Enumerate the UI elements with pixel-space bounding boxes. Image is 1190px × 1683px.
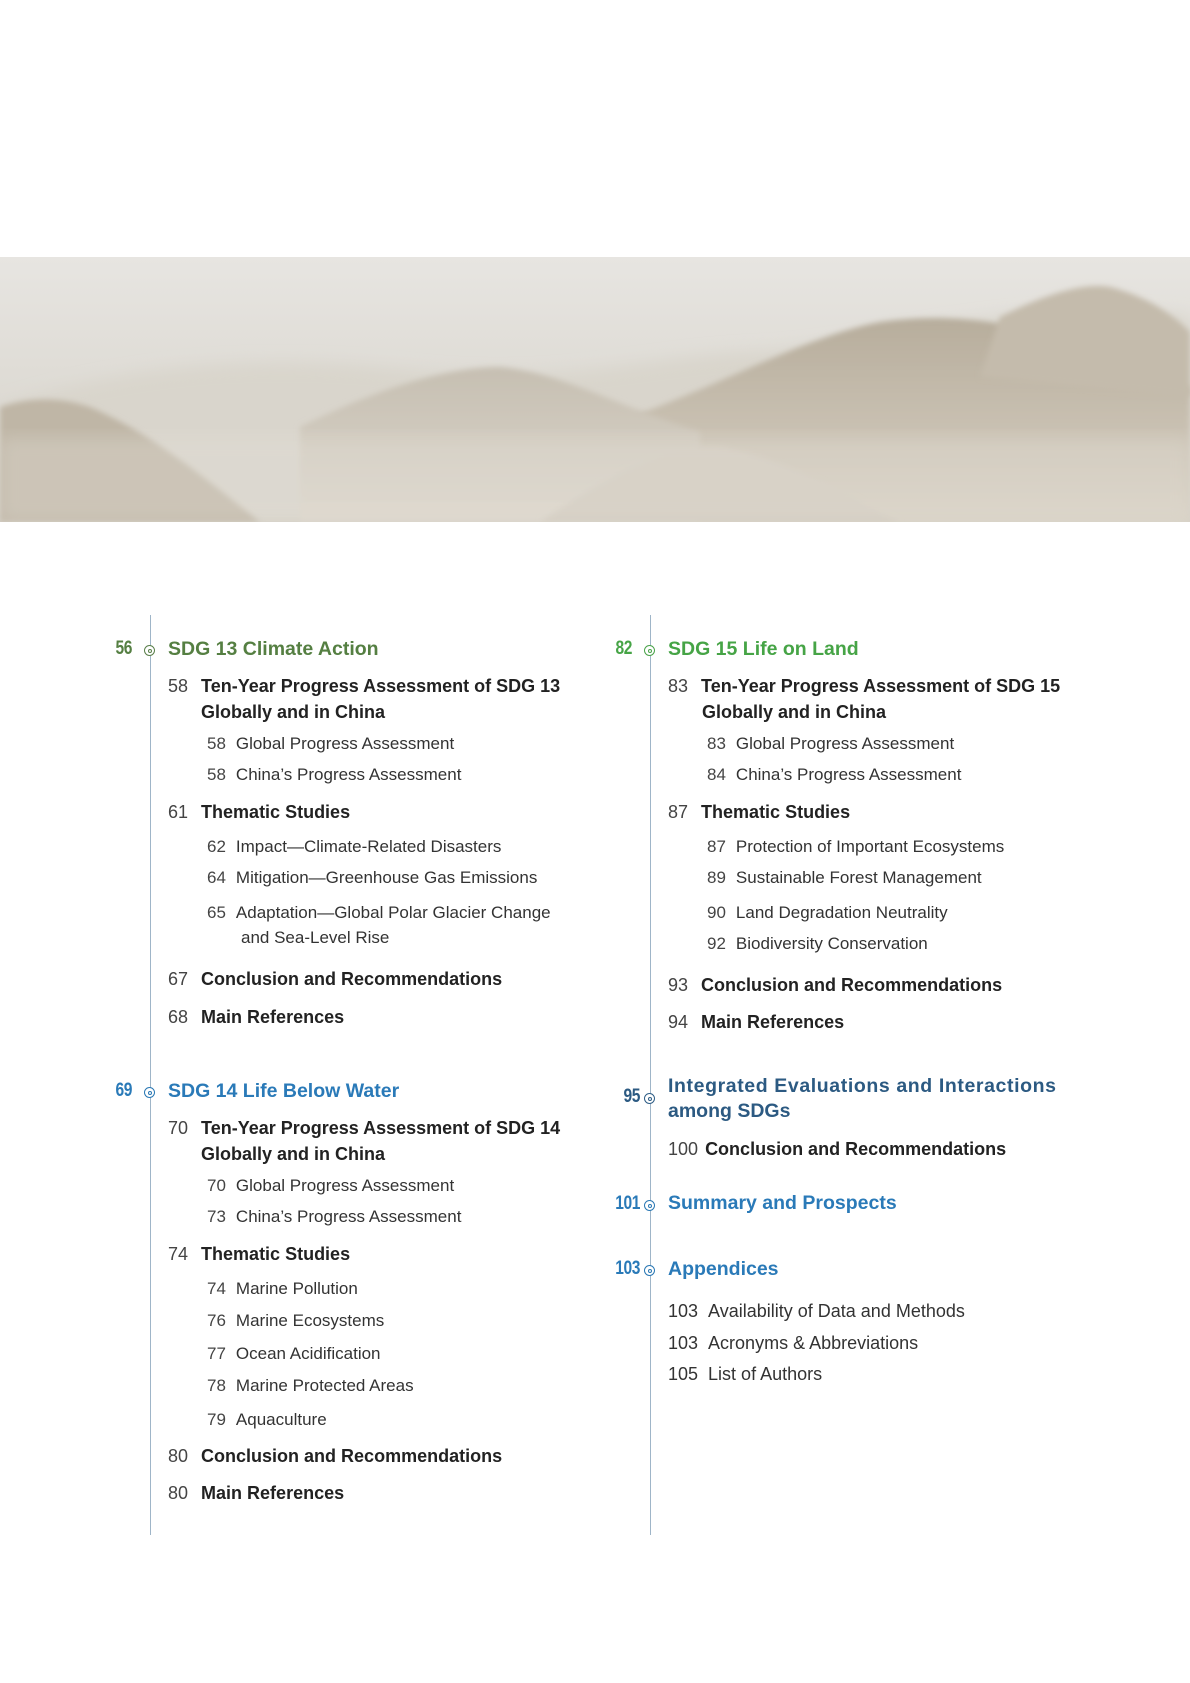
entry-page: 89	[707, 868, 726, 887]
sdg14-thematic-sub-0[interactable]	[207, 1276, 358, 1301]
integrated-title-line1[interactable]: Integrated Evaluations and Interactions	[668, 1075, 1057, 1097]
integrated-conclusion-entry[interactable]	[668, 1136, 1006, 1162]
sdg14-progress-sub-1[interactable]	[207, 1204, 461, 1229]
appendices-title[interactable]: Appendices	[668, 1258, 779, 1280]
sdg14-thematic-sub-2[interactable]	[207, 1341, 381, 1366]
entry-title: Globally and in China	[201, 702, 386, 722]
entry-title: Acronyms & Abbreviations	[708, 1333, 919, 1353]
entry-page: 92	[707, 934, 726, 953]
appendices-marker-icon	[644, 1265, 655, 1276]
sdg13-progress-sub-0[interactable]	[207, 731, 454, 756]
appendix-item-2[interactable]	[668, 1361, 822, 1387]
sdg14-progress-sub-0[interactable]	[207, 1173, 454, 1198]
entry-page: 70	[207, 1176, 226, 1195]
entry-page: 73	[207, 1207, 226, 1226]
entry-page: 83	[707, 734, 726, 753]
entry-title: Availability of Data and Methods	[708, 1301, 965, 1321]
entry-page: 100	[668, 1139, 699, 1159]
entry-title: China’s Progress Assessment	[235, 765, 462, 784]
entry-page: 78	[207, 1376, 226, 1395]
integrated-page-number: 95	[623, 1086, 640, 1107]
integrated-marker-icon	[644, 1093, 655, 1104]
entry-page: 65	[207, 903, 226, 922]
entry-title: Conclusion and Recommendations	[201, 1446, 503, 1466]
summary-page-number: 101	[615, 1193, 640, 1214]
sdg15-page-number: 82	[615, 638, 632, 659]
entry-title: China’s Progress Assessment	[235, 1207, 462, 1226]
sdg15-progress-entry[interactable]	[668, 673, 1060, 699]
sdg13-title[interactable]: SDG 13 Climate Action	[168, 638, 379, 660]
entry-title: Thematic Studies	[201, 1244, 351, 1264]
sdg14-thematic-sub-4[interactable]	[207, 1407, 327, 1432]
entry-title: Ten-Year Progress Assessment of SDG 15	[701, 676, 1061, 696]
entry-title: Thematic Studies	[201, 802, 351, 822]
sdg13-thematic-sub-2-line2[interactable]	[241, 925, 389, 950]
sdg14-references-entry[interactable]	[168, 1480, 344, 1506]
sdg15-thematic-sub-2[interactable]	[707, 900, 948, 925]
entry-page: 74	[168, 1244, 189, 1264]
sdg15-progress-entry-line2[interactable]	[702, 699, 886, 725]
sdg15-thematic-sub-1[interactable]	[707, 865, 982, 890]
entry-page: 61	[168, 802, 189, 822]
entry-page: 103	[668, 1333, 699, 1353]
appendices-page-number: 103	[615, 1258, 640, 1279]
entry-title: Ten-Year Progress Assessment of SDG 14	[201, 1118, 561, 1138]
entry-title: Protection of Important Ecosystems	[735, 837, 1005, 856]
sdg13-marker-icon	[144, 645, 155, 656]
sdg13-progress-entry-line2[interactable]	[201, 699, 385, 725]
sdg15-marker-icon	[644, 645, 655, 656]
sdg14-thematic-sub-1[interactable]	[207, 1308, 384, 1333]
summary-title[interactable]: Summary and Prospects	[668, 1192, 897, 1214]
entry-title: Land Degradation Neutrality	[735, 903, 948, 922]
sdg13-thematic-entry[interactable]	[168, 799, 350, 825]
entry-page: 105	[668, 1364, 699, 1384]
misty-desert-dunes-photo	[0, 257, 1190, 522]
entry-title: Biodiversity Conservation	[735, 934, 928, 953]
sdg14-title[interactable]: SDG 14 Life Below Water	[168, 1080, 400, 1102]
sdg15-references-entry[interactable]	[668, 1009, 844, 1035]
sdg14-thematic-entry[interactable]	[168, 1241, 350, 1267]
entry-page: 83	[668, 676, 689, 696]
entry-page: 68	[168, 1007, 189, 1027]
entry-title: Marine Ecosystems	[235, 1311, 385, 1330]
entry-title: Conclusion and Recommendations	[701, 975, 1003, 995]
sdg14-conclusion-entry[interactable]	[168, 1443, 502, 1469]
entry-page: 87	[668, 802, 689, 822]
entry-title: Conclusion and Recommendations	[705, 1139, 1007, 1159]
entry-page: 58	[207, 765, 226, 784]
entry-title: Ocean Acidification	[235, 1344, 381, 1363]
sdg15-progress-sub-0[interactable]	[707, 731, 954, 756]
entry-page: 70	[168, 1118, 189, 1138]
sdg14-page-number: 69	[115, 1080, 132, 1101]
entry-title: Thematic Studies	[701, 802, 851, 822]
sdg13-conclusion-entry[interactable]	[168, 966, 502, 992]
sdg13-thematic-sub-2[interactable]	[207, 900, 551, 925]
entry-page: 58	[207, 734, 226, 753]
sdg13-references-entry[interactable]	[168, 1004, 344, 1030]
entry-title: Global Progress Assessment	[735, 734, 955, 753]
sdg14-progress-entry-line2[interactable]	[201, 1141, 385, 1167]
entry-title: Aquaculture	[235, 1410, 327, 1429]
entry-title: Main References	[701, 1012, 845, 1032]
entry-title: Mitigation—Greenhouse Gas Emissions	[235, 868, 538, 887]
entry-page: 62	[207, 837, 226, 856]
entry-title: Adaptation—Global Polar Glacier Change	[235, 903, 551, 922]
entry-title: Ten-Year Progress Assessment of SDG 13	[201, 676, 561, 696]
appendix-item-1[interactable]	[668, 1330, 918, 1356]
entry-page: 84	[707, 765, 726, 784]
entry-page: 58	[168, 676, 189, 696]
sdg15-thematic-entry[interactable]	[668, 799, 850, 825]
entry-page: 64	[207, 868, 226, 887]
entry-page: 67	[168, 969, 189, 989]
entry-page: 80	[168, 1446, 189, 1466]
entry-page: 90	[707, 903, 726, 922]
entry-title: Globally and in China	[201, 1144, 386, 1164]
entry-page: 94	[668, 1012, 689, 1032]
entry-title: Main References	[201, 1007, 345, 1027]
entry-title: China’s Progress Assessment	[735, 765, 962, 784]
sdg14-thematic-sub-3[interactable]	[207, 1373, 414, 1398]
entry-page: 93	[668, 975, 689, 995]
sdg13-progress-entry[interactable]	[168, 673, 560, 699]
sdg13-thematic-sub-1[interactable]	[207, 865, 537, 890]
entry-title: Sustainable Forest Management	[735, 868, 982, 887]
entry-page: 76	[207, 1311, 226, 1330]
integrated-title-line2[interactable]: among SDGs	[668, 1100, 791, 1122]
sdg15-conclusion-entry[interactable]	[668, 972, 1002, 998]
entry-title: and Sea-Level Rise	[241, 928, 390, 947]
entry-page: 80	[168, 1483, 189, 1503]
entry-page: 103	[668, 1301, 699, 1321]
entry-page: 87	[707, 837, 726, 856]
entry-title: Marine Protected Areas	[235, 1376, 414, 1395]
entry-title: Marine Pollution	[235, 1279, 358, 1298]
right-column-line	[650, 615, 651, 1535]
banner-image	[0, 257, 1190, 522]
sdg15-title[interactable]: SDG 15 Life on Land	[668, 638, 859, 660]
sdg14-progress-entry[interactable]	[168, 1115, 560, 1141]
entry-title: Main References	[201, 1483, 345, 1503]
left-column-line	[150, 615, 151, 1535]
entry-title: Impact—Climate-Related Disasters	[235, 837, 502, 856]
sdg15-progress-sub-1[interactable]	[707, 762, 961, 787]
entry-page: 79	[207, 1410, 226, 1429]
sdg14-marker-icon	[144, 1087, 155, 1098]
entry-title: Global Progress Assessment	[235, 1176, 455, 1195]
entry-page: 77	[207, 1344, 226, 1363]
sdg15-thematic-sub-0[interactable]	[707, 834, 1004, 859]
summary-marker-icon	[644, 1200, 655, 1211]
entry-page: 74	[207, 1279, 226, 1298]
entry-title: Globally and in China	[702, 702, 887, 722]
entry-title: Global Progress Assessment	[235, 734, 455, 753]
sdg15-thematic-sub-3[interactable]	[707, 931, 928, 956]
sdg13-page-number: 56	[115, 638, 132, 659]
sdg13-thematic-sub-0[interactable]	[207, 834, 501, 859]
appendix-item-0[interactable]	[668, 1298, 965, 1324]
entry-title: Conclusion and Recommendations	[201, 969, 503, 989]
sdg13-progress-sub-1[interactable]	[207, 762, 461, 787]
entry-title: List of Authors	[708, 1364, 823, 1384]
